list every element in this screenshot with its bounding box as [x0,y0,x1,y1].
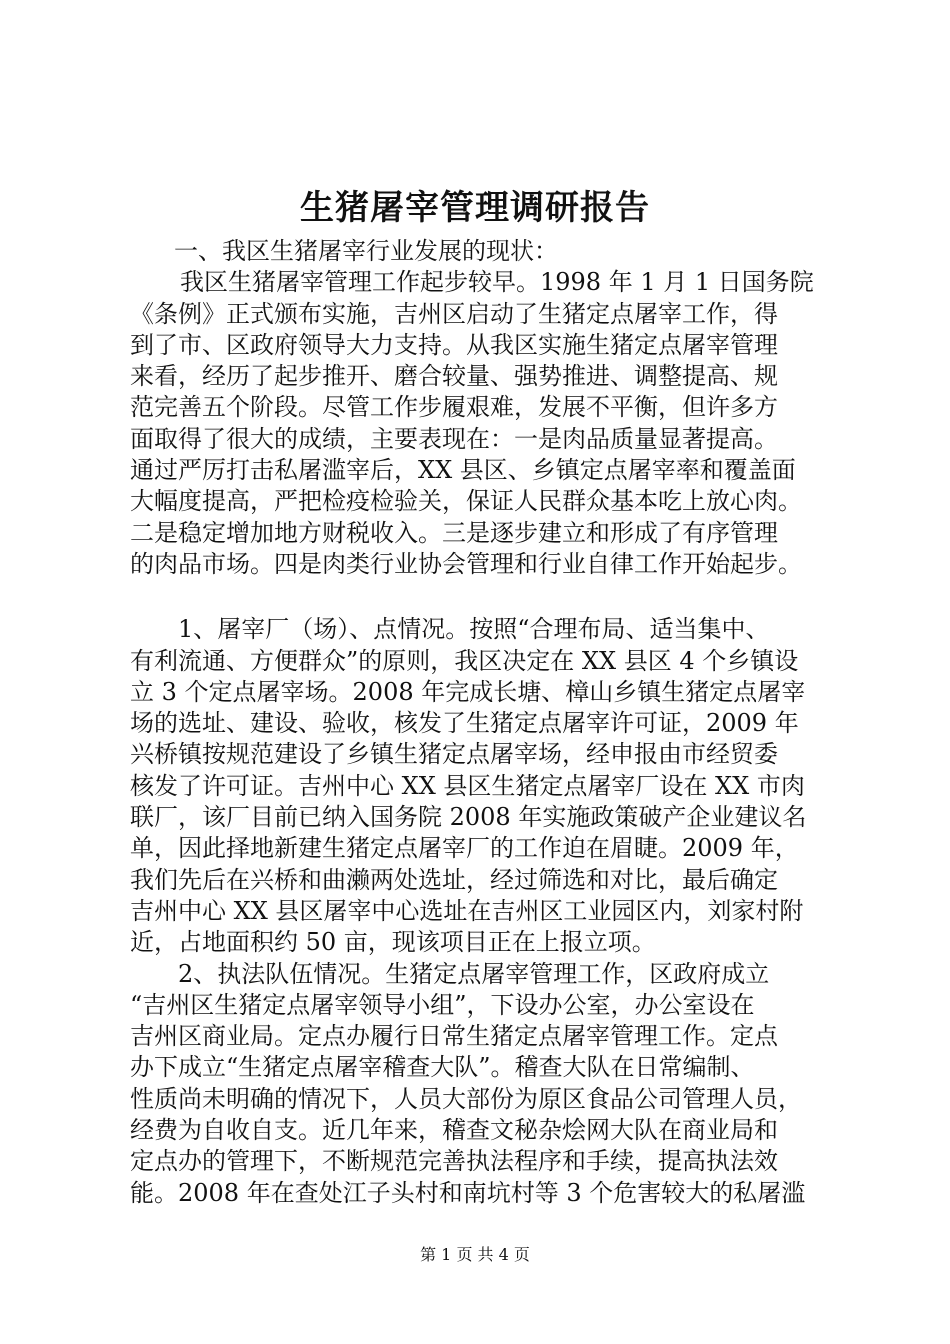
text-line: 的肉品市场。四是肉类行业协会管理和行业自律工作开始起步。 [130,549,802,578]
text-line: 大幅度提高，严把检疫检验关，保证人民群众基本吃上放心肉。 [130,487,802,516]
text-line: 办下成立“生猪定点屠宰稽查大队”。稽查大队在日常编制、 [130,1053,755,1082]
text-line: 立 3 个定点屠宰场。2008 年完成长塘、樟山乡镇生猪定点屠宰 [130,677,806,706]
text-line: 核发了许可证。吉州中心 XX 县区生猪定点屠宰厂设在 XX 市肉 [130,771,805,800]
text-line: 性质尚未明确的情况下，人员大部份为原区食品公司管理人员， [130,1084,802,1113]
paragraph-gap [130,580,850,614]
document-body [130,236,850,1209]
text-line: 到了市、区政府领导大力支持。从我区实施生猪定点屠宰管理 [130,330,778,359]
text-line: 1、屠宰厂（场）、点情况。按照“合理布局、适当集中、 [178,615,770,644]
text-line: 来看，经历了起步推开、磨合较量、强势推进、调整提高、规 [130,362,778,391]
text-line: “吉州区生猪定点屠宰领导小组”，下设办公室，办公室设在 [130,990,755,1019]
text-line: 近，占地面积约 50 亩，现该项目正在上报立项。 [130,928,656,957]
text-line: 定点办的管理下，不断规范完善执法程序和手续，提高执法效 [130,1147,778,1176]
page-footer: 第 1 页 共 4 页 [420,1245,530,1264]
text-line: 有利流通、方便群众”的原则，我区决定在 XX 县区 4 个乡镇设 [130,646,799,675]
text-line: 兴桥镇按规范建设了乡镇生猪定点屠宰场，经申报由市经贸委 [130,740,778,769]
text-line: 经费为自收自支。近几年来，稽查文秘杂烩网大队在商业局和 [130,1116,778,1145]
text-line: 二是稳定增加地方财税收入。三是逐步建立和形成了有序管理 [130,518,778,547]
document-title: 生猪屠宰管理调研报告 [300,188,650,228]
text-line: 《条例》正式颁布实施，吉州区启动了生猪定点屠宰工作，得 [130,299,778,328]
text-line: 联厂，该厂目前已纳入国务院 2008 年实施政策破产企业建议名 [130,803,807,832]
text-line: 范完善五个阶段。尽管工作步履艰难，发展不平衡，但许多方 [130,393,778,422]
text-line: 面取得了很大的成绩，主要表现在：一是肉品质量显著提高。 [130,424,778,453]
text-line: 单，因此择地新建生猪定点屠宰厂的工作迫在眉睫。2009 年， [130,834,799,863]
text-line: 2、执法队伍情况。生猪定点屠宰管理工作，区政府成立 [178,959,770,988]
text-line: 通过严厉打击私屠滥宰后，XX 县区、乡镇定点屠宰率和覆盖面 [130,456,796,485]
text-line: 吉州中心 XX 县区屠宰中心选址在吉州区工业园区内，刘家村附 [130,896,804,925]
section-heading: 一、我区生猪屠宰行业发展的现状： [174,237,558,265]
text-line: 能。2008 年在查处江子头村和南坑村等 3 个危害较大的私屠滥 [130,1178,806,1207]
text-line: 吉州区商业局。定点办履行日常生猪定点屠宰管理工作。定点 [130,1022,778,1051]
text-line: 场的选址、建设、验收，核发了生猪定点屠宰许可证，2009 年 [130,709,799,738]
text-line: 我们先后在兴桥和曲濑两处选址，经过筛选和对比，最后确定 [130,865,778,894]
text-line: 我区生猪屠宰管理工作起步较早。1998 年 1 月 1 日国务院 [180,268,814,297]
